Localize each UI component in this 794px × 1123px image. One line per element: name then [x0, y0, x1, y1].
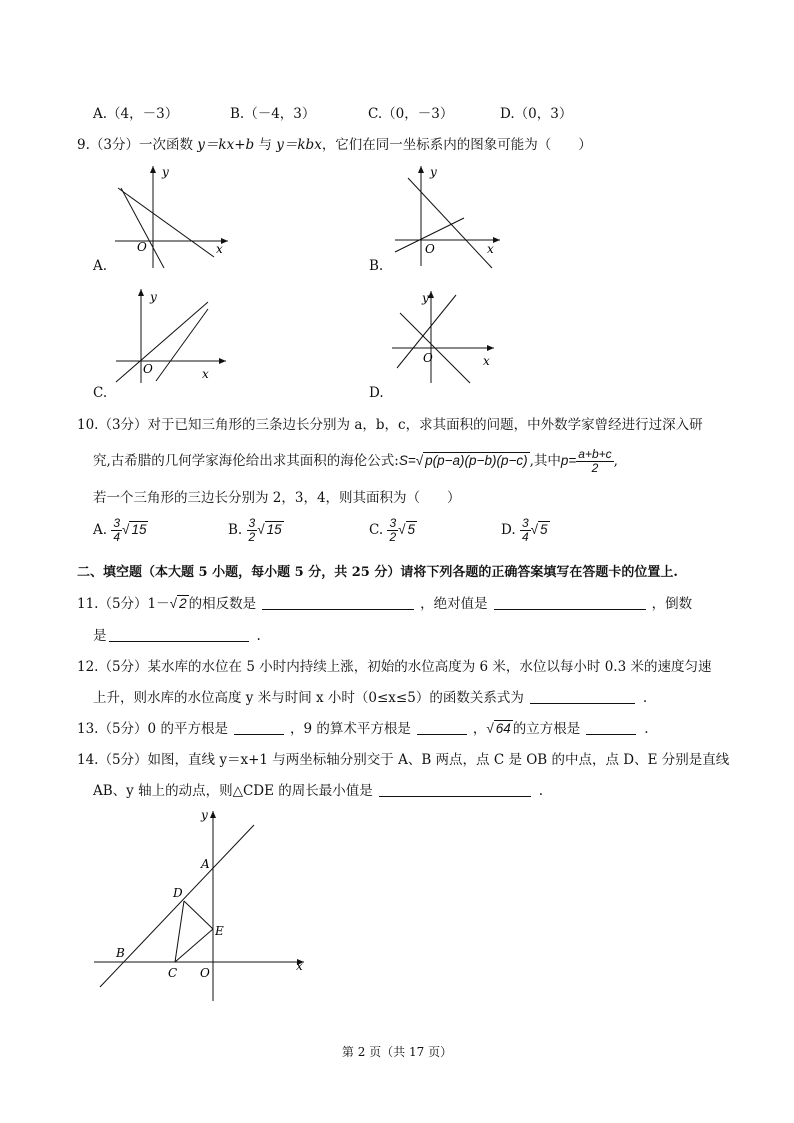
heron-formula: S=√ p(p−a)(p−b)(p−c) — [398, 453, 528, 468]
section2-heading: 二、填空题（本大题 5 小题，每小题 5 分，共 25 分）请将下列各题的正确答案填写在答题卡的位置上. — [77, 565, 678, 580]
q8-option-d: D.（0，3） — [500, 106, 573, 122]
q9-option-b-label: B. — [369, 258, 384, 274]
q9-graph-d — [390, 285, 500, 385]
q10-option-a: A. $\frac{3}{4}$ √ 15 — [93, 516, 147, 544]
q9-option-c-label: C. — [93, 385, 108, 401]
q8-option-c: C.（0，－3） — [368, 106, 454, 122]
svg-text:O: O — [423, 351, 433, 365]
svg-text:O: O — [425, 242, 435, 256]
svg-text:C: C — [168, 966, 178, 980]
q11-answer-blank-1[interactable] — [262, 595, 414, 610]
q11-line1: 11.（5分）1－√ 2 的相反数是 ，绝对值是 ，倒数 — [77, 596, 693, 612]
q8-option-a: A.（4，－3） — [93, 106, 179, 122]
q9-stem: 9.（3分）一次函数 y＝kx+b 与 y＝kbx，它们在同一坐标系内的图象可能为（ ） — [77, 137, 592, 153]
q9-graph-b — [390, 162, 510, 272]
q12-line1: 12.（5分）某水库的水位在 5 小时内持续上涨，初始的水位高度为 6 米，水位以每小时 0.3 米的速度匀速 — [77, 659, 712, 675]
svg-text:O: O — [143, 362, 153, 376]
svg-text:y: y — [430, 165, 437, 179]
q11-answer-blank-3[interactable] — [109, 627, 249, 642]
svg-text:O: O — [200, 966, 210, 980]
q9-option-d-label: D. — [369, 385, 384, 401]
q9-option-a-label: A. — [93, 258, 108, 274]
q10-line3: 若一个三角形的三边长分别为 2，3，4，则其面积为（ ） — [93, 490, 461, 506]
q13-answer-blank-2[interactable] — [417, 720, 467, 735]
svg-text:y: y — [201, 808, 208, 822]
q14-answer-blank[interactable] — [379, 782, 531, 797]
q10-option-c: C. $\frac{3}{2}$ √ 5 — [369, 516, 416, 544]
svg-text:x: x — [216, 242, 223, 256]
svg-text:x: x — [483, 354, 490, 368]
q13-line: 13.（5分）0 的平方根是 ，9 的算术平方根是 ，√ 64 的立方根是 . — [77, 721, 649, 737]
p-fraction: $\frac{a+b+c}{2}$ — [578, 447, 612, 475]
q12-line2: 上升，则水库的水位高度 y 米与时间 x 小时（0≤x≤5）的函数关系式为 . — [93, 690, 648, 706]
svg-text:x: x — [487, 242, 494, 256]
q9-graph-a — [110, 162, 230, 272]
svg-text:y: y — [422, 291, 429, 305]
svg-text:D: D — [173, 886, 183, 900]
svg-text:x: x — [202, 367, 209, 381]
q8-option-b: B.（－4，3） — [230, 106, 316, 122]
q9-graph-c — [110, 285, 230, 385]
q10-line2: 究,古希腊的几何学家海伦给出求其面积的海伦公式:S=√ p(p−a)(p−b)(p−c) ,其中p= $\frac{a+b+c}{2}$ , — [93, 447, 618, 475]
svg-text:x: x — [296, 959, 303, 973]
svg-text:E: E — [215, 924, 224, 938]
q14-line1: 14.（5分）如图，直线 y＝x+1 与两坐标轴分别交于 A、B 两点，点 C 是 OB 的中点，点 D、E 分别是直线 — [77, 752, 730, 768]
svg-text:y: y — [150, 290, 157, 304]
q11-answer-blank-2[interactable] — [494, 595, 646, 610]
q12-answer-blank[interactable] — [530, 689, 635, 704]
q14-line2: AB、y 轴上的动点，则△CDE 的周长最小值是 . — [93, 783, 544, 799]
svg-text:y: y — [162, 165, 169, 179]
q10-option-b: B. $\frac{3}{2}$ √ 15 — [228, 516, 282, 544]
svg-text:O: O — [137, 240, 147, 254]
q10-line1: 10.（3分）对于已知三角形的三条边长分别为 a，b，c，求其面积的问题，中外数学家曾经进行过深入研 — [77, 417, 703, 433]
q10-option-d: D. $\frac{3}{4}$ √ 5 — [501, 516, 548, 544]
q11-line2: 是 . — [93, 628, 261, 644]
q13-answer-blank-1[interactable] — [234, 720, 284, 735]
q13-answer-blank-3[interactable] — [586, 720, 636, 735]
page-footer: 第 2 页（共 17 页） — [341, 1045, 453, 1059]
svg-text:A: A — [201, 857, 210, 871]
svg-text:B: B — [116, 946, 125, 960]
q14-figure — [90, 805, 320, 1010]
